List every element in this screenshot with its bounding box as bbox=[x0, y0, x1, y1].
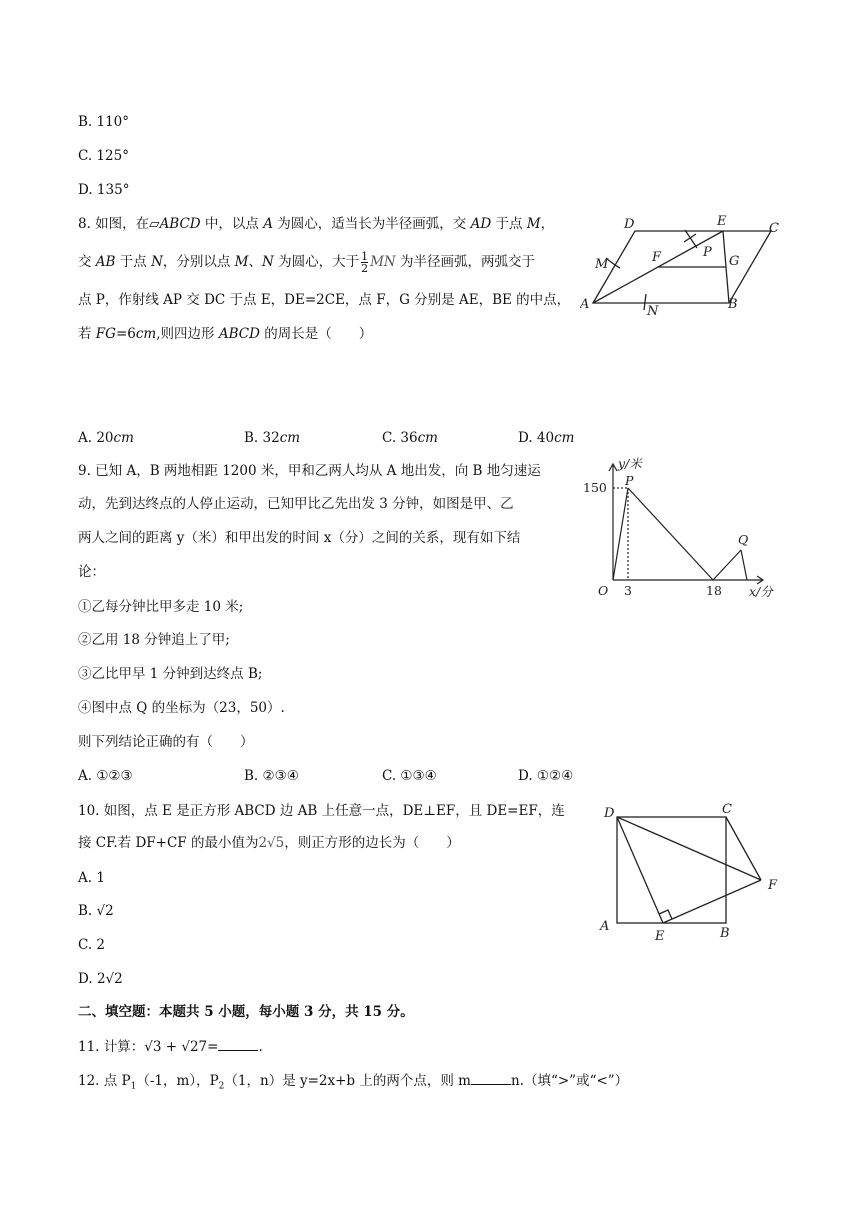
q9-tick-3: 3 bbox=[624, 583, 632, 598]
q8-stem-line4: 若 FG=6cm,则四边形 ABCD 的周长是（ ） bbox=[78, 326, 373, 342]
q8-label-a: A bbox=[580, 297, 590, 312]
q9-stem-line4: 论： bbox=[78, 564, 105, 580]
q9-origin-label: O bbox=[598, 583, 609, 598]
q8-parallelogram-figure bbox=[580, 210, 790, 320]
q8-label-m: M bbox=[595, 257, 609, 272]
q9-question: 则下列结论正确的有（ ） bbox=[78, 734, 254, 750]
q7-option-b: B. 110° bbox=[78, 114, 130, 130]
q9-tick-150: 150 bbox=[583, 480, 607, 495]
q10-square-figure bbox=[595, 800, 785, 945]
q12-answer-blank[interactable] bbox=[471, 1070, 511, 1085]
q8-label-n: N bbox=[647, 304, 659, 319]
q8-option-a: A. 20cm bbox=[78, 430, 134, 446]
q8-option-b: B. 32cm bbox=[244, 430, 301, 446]
q10-label-c: C bbox=[722, 802, 732, 817]
q10-option-a: A. 1 bbox=[78, 870, 105, 886]
q9-conclusion-4: ④图中点 Q 的坐标为（23，50）. bbox=[78, 700, 285, 716]
q9-y-axis-label: y/米 bbox=[618, 456, 642, 471]
q9-x-axis-label: x/分 bbox=[749, 584, 773, 599]
q7-option-c: C. 125° bbox=[78, 148, 129, 164]
q10-stem-line2: 接 CF.若 DF+CF 的最小值为2√5，则正方形的边长为（ ） bbox=[78, 835, 460, 851]
q9-point-p-label: P bbox=[625, 473, 634, 488]
q9-stem-line3: 两人之间的距离 y（米）和甲出发的时间 x（分）之间的关系，现有如下结 bbox=[78, 530, 521, 546]
q11-question: 11. 计算：√3 + √27= . bbox=[78, 1036, 263, 1057]
q9-stem-line1: 9. 已知 A，B 两地相距 1200 米，甲和乙两人均从 A 地出发，向 B 地匀速运 bbox=[78, 463, 541, 479]
q9-conclusion-2: ②乙用 18 分钟追上了甲; bbox=[78, 632, 230, 648]
q8-label-c: C bbox=[769, 221, 779, 236]
q8-stem-line1: 8. 如图，在▱ABCD 中，以点 A 为圆心，适当长为半径画弧，交 AD 于点 M， bbox=[78, 216, 555, 232]
section-2-heading: 二、填空题：本题共 5 小题，每小题 3 分，共 15 分。 bbox=[78, 1004, 414, 1020]
q8-label-g: G bbox=[729, 254, 740, 269]
q10-label-f: F bbox=[768, 878, 778, 893]
q8-option-d: D. 40cm bbox=[518, 430, 575, 446]
q8-label-b: B bbox=[728, 297, 738, 312]
q9-conclusion-3: ③乙比甲早 1 分钟到达终点 B; bbox=[78, 666, 263, 682]
q10-label-a: A bbox=[600, 919, 610, 934]
q9-option-b: B. ②③④ bbox=[244, 768, 299, 784]
q8-stem-line3: 点 P，作射线 AP 交 DC 于点 E，DE=2CE，点 F，G 分别是 AE，BE 的中点， bbox=[78, 292, 571, 308]
q10-label-e: E bbox=[655, 929, 665, 944]
q8-option-c: C. 36cm bbox=[382, 430, 438, 446]
q10-label-b: B bbox=[720, 926, 730, 941]
q9-conclusion-1: ①乙每分钟比甲多走 10 米; bbox=[78, 599, 244, 615]
q8-label-d: D bbox=[624, 217, 635, 232]
q9-distance-time-graph bbox=[578, 455, 788, 605]
q8-label-e: E bbox=[717, 214, 727, 229]
q8-label-p: P bbox=[703, 245, 712, 260]
q8-label-f: F bbox=[652, 250, 662, 265]
q10-option-d: D. 2√2 bbox=[78, 971, 123, 987]
q10-option-c: C. 2 bbox=[78, 937, 106, 953]
q9-stem-line2: 动，先到达终点的人停止运动，已知甲比乙先出发 3 分钟，如图是甲、乙 bbox=[78, 496, 514, 512]
q9-point-q-label: Q bbox=[738, 532, 749, 547]
fraction-half: $\frac{1}{2}$ bbox=[361, 250, 369, 275]
q10-label-d: D bbox=[604, 806, 615, 821]
q10-stem-line1: 10. 如图，点 E 是正方形 ABCD 边 AB 上任意一点，DE⊥EF，且 DE=EF，连 bbox=[78, 803, 565, 819]
q7-option-d: D. 135° bbox=[78, 182, 130, 198]
q12-question: 12. 点 $P_1(-1$，m），$P_2(1$，n）是 y=2x+b 上的两个点，则 m n.（填“>”或“<”） bbox=[78, 1070, 628, 1097]
q9-option-d: D. ①②④ bbox=[518, 768, 574, 784]
q9-tick-18: 18 bbox=[706, 583, 722, 598]
q9-option-c: C. ①③④ bbox=[382, 768, 437, 784]
q9-option-a: A. ①②③ bbox=[78, 768, 133, 784]
q8-stem-line2: 交 AB 于点 N，分别以点 M、N 为圆心，大于 $\frac{1}{2}$ MN 为半径画弧，两弧交于 bbox=[78, 250, 536, 275]
q11-answer-blank[interactable] bbox=[218, 1036, 258, 1051]
q10-option-b: B. √2 bbox=[78, 903, 114, 919]
